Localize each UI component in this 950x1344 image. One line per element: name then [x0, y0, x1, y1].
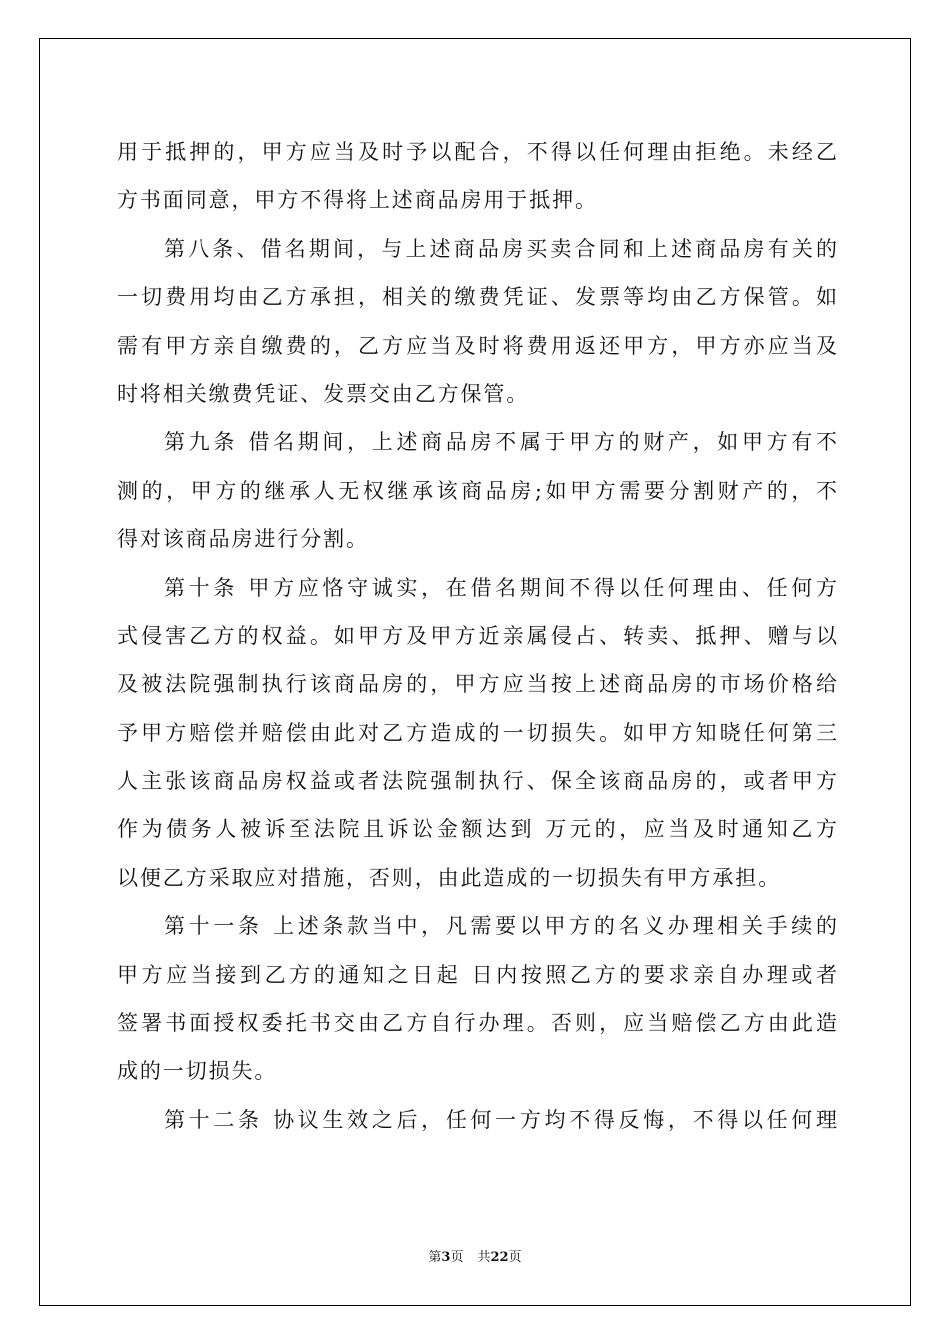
- text-line: 甲方应当接到乙方的通知之日起 日内按照乙方的要求亲自办理或者: [117, 962, 837, 987]
- text-line: 予甲方赔偿并赔偿由此对乙方造成的一切损失。如甲方知晓任何第三: [117, 720, 837, 745]
- text-line: 测的，甲方的继承人无权继承该商品房;如甲方需要分割财产的，不: [117, 478, 837, 503]
- document-body: [117, 128, 837, 1144]
- text-line: 成的一切损失。: [117, 1059, 278, 1084]
- footer-page-prefix: 第: [428, 1250, 442, 1265]
- text-line: 式侵害乙方的权益。如甲方及甲方近亲属侵占、转卖、抵押、赠与以: [117, 623, 837, 648]
- text-line: 第八条、借名期间，与上述商品房买卖合同和上述商品房有关的: [164, 236, 837, 261]
- text-line: 签署书面授权委托书交由乙方自行办理。否则，应当赔偿乙方由此造: [117, 1011, 837, 1036]
- text-line: 第九条 借名期间，上述商品房不属于甲方的财产，如甲方有不: [164, 430, 837, 455]
- text-line: 用于抵押的，甲方应当及时予以配合，不得以任何理由拒绝。未经乙: [117, 140, 837, 164]
- footer-page-suffix: 页: [450, 1250, 464, 1265]
- text-line: 得对该商品房进行分割。: [117, 527, 369, 552]
- footer-total-suffix: 页: [508, 1250, 522, 1265]
- text-line: 以便乙方采取应对措施，否则，由此造成的一切损失有甲方承担。: [117, 865, 782, 890]
- text-line: 人主张该商品房权益或者法院强制执行、保全该商品房的，或者甲方: [117, 769, 837, 794]
- text-line: 第十一条 上述条款当中，凡需要以甲方的名义办理相关手续的: [164, 914, 837, 939]
- text-line: 需有甲方亲自缴费的，乙方应当及时将费用返还甲方，甲方亦应当及: [117, 333, 837, 358]
- text-line: 时将相关缴费凭证、发票交由乙方保管。: [117, 381, 530, 406]
- text-line: 第十二条 协议生效之后，任何一方均不得反悔，不得以任何理: [164, 1107, 837, 1132]
- text-line: 方书面同意，甲方不得将上述商品房用于抵押。: [117, 188, 598, 213]
- text-line: 及被法院强制执行该商品房的，甲方应当按上述商品房的市场价格给: [117, 672, 837, 697]
- text-line: 一切费用均由乙方承担，相关的缴费凭证、发票等均由乙方保管。如: [117, 285, 837, 310]
- text-line: 第十条 甲方应恪守诚实，在借名期间不得以任何理由、任何方: [164, 575, 837, 600]
- footer-page-number: 3: [441, 1250, 451, 1265]
- text-line: 作为债务人被诉至法院且诉讼金额达到 万元的，应当及时通知乙方: [117, 817, 837, 842]
- footer-total-pages: 22: [490, 1250, 509, 1265]
- footer-total-prefix: 共: [477, 1250, 491, 1265]
- page-footer: [0, 1246, 950, 1265]
